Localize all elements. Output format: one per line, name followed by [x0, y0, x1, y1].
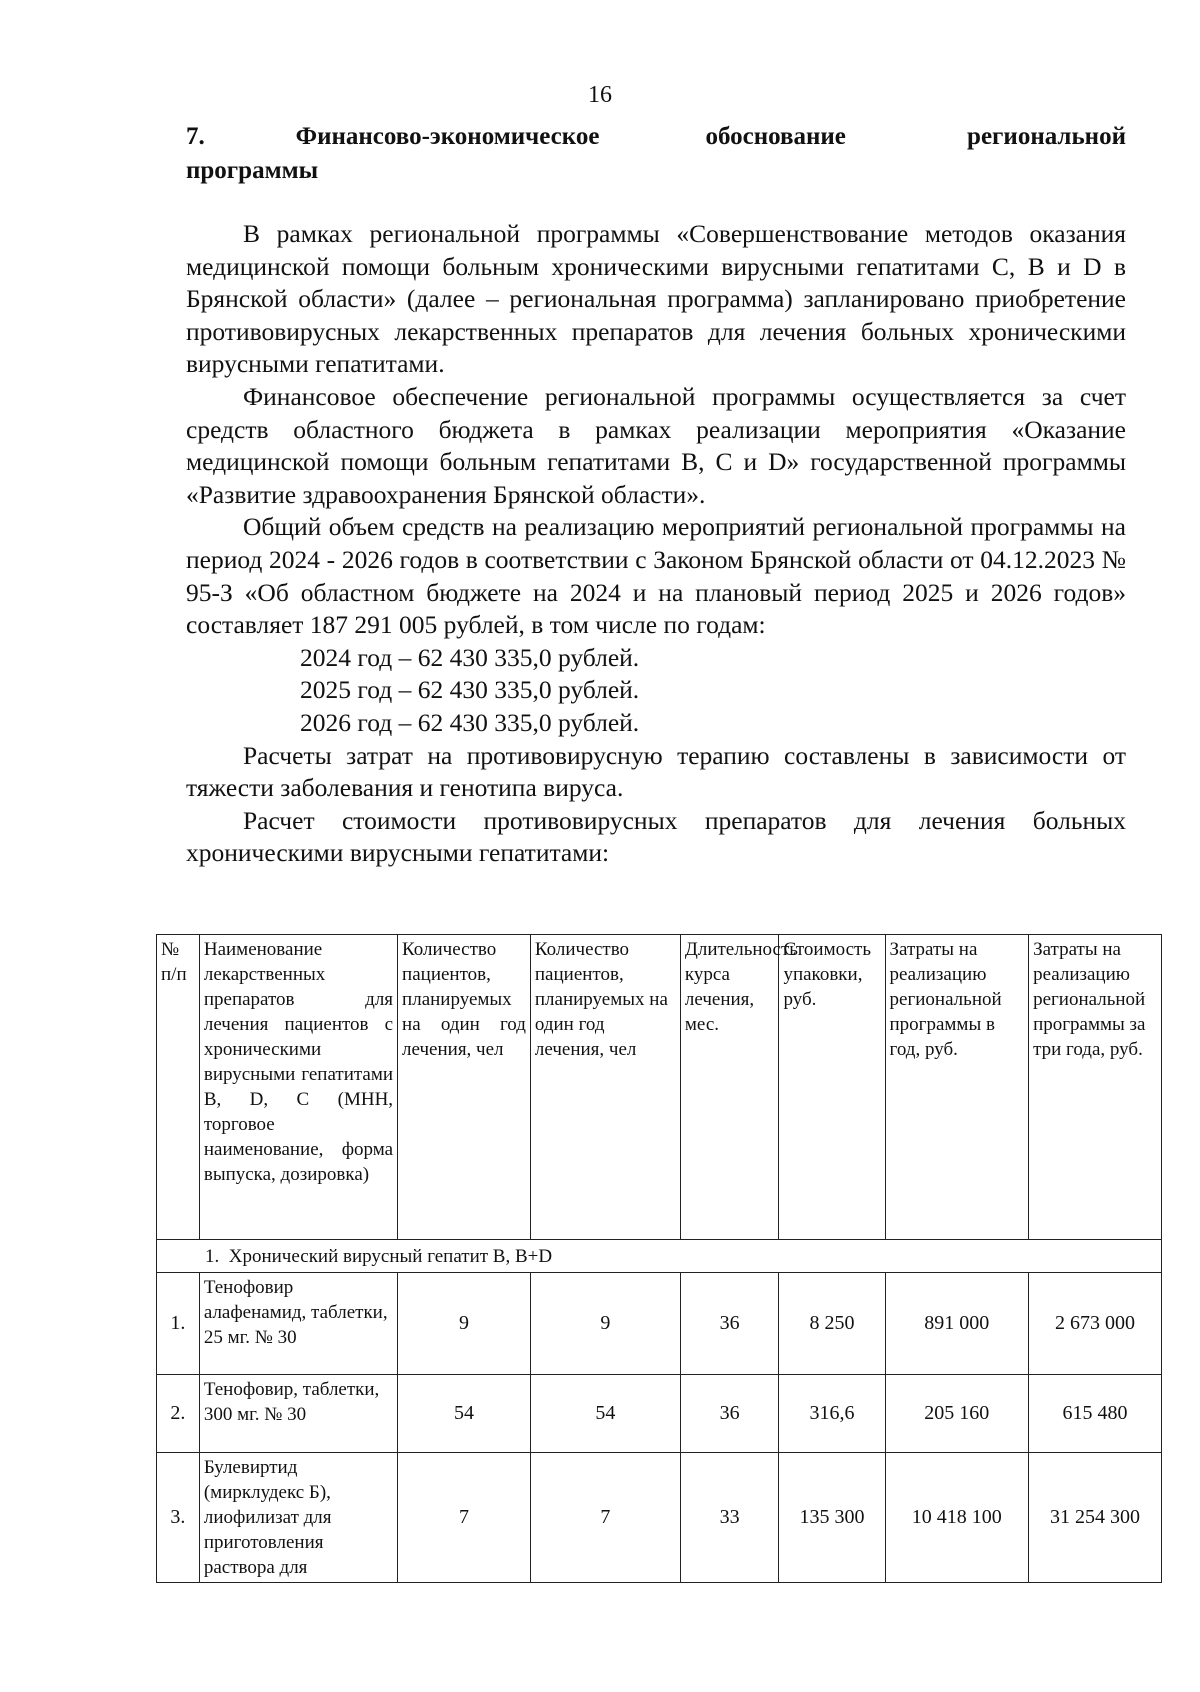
header-cost-year: Затраты на реализацию региональной программы в год, руб. [885, 935, 1029, 1240]
paragraph: Расчеты затрат на противовирусную терапию составлены в зависимости от тяжести заболевания и генотипа вируса. [186, 740, 1126, 803]
paragraph: В рамках региональной программы «Совершенствование методов оказания медицинской помощи больным хроническими вирусными гепатитами С, В и D в Брянской области» (далее – региональная программа) запланировано приобретение противовирусных лекарственных препаратов для лечения больных хроническими вирусными гепатитами. [186, 219, 1126, 379]
row-patients-a: 54 [398, 1375, 531, 1453]
year-budget-line: 2026 год – 62 430 335,0 рублей. [300, 707, 640, 737]
row-patients-b: 7 [530, 1453, 680, 1583]
row-cost-year: 891 000 [885, 1273, 1029, 1375]
header-duration: Длительность курса лечения, мес. [680, 935, 779, 1240]
row-index: 1. [157, 1273, 200, 1375]
row-price: 135 300 [779, 1453, 885, 1583]
row-cost-three-years: 31 254 300 [1029, 1453, 1162, 1583]
body-text [186, 218, 1126, 870]
table-row [157, 1453, 1162, 1583]
section-title: 1. Хронический вирусный гепатит В, В+D [157, 1240, 1162, 1273]
section-heading-continuation: программы [186, 157, 319, 184]
paragraph: Общий объем средств на реализацию мероприятий региональной программы на период 2024 - 2026 годов в соответствии с Законом Брянской области от 04.12.2023 № 95-З «Об областном бюджете на 2024 и на плановый период 2025 и 2026 годов» составляет 187 291 005 рублей, в том числе по годам: [186, 512, 1126, 640]
table-section-row [157, 1240, 1162, 1273]
row-duration: 33 [680, 1453, 779, 1583]
header-patients-a: Количество пациентов, планируемых на один год лечения, чел [398, 935, 531, 1240]
row-patients-a: 7 [398, 1453, 531, 1583]
row-cost-year: 205 160 [885, 1375, 1029, 1453]
row-index: 2. [157, 1375, 200, 1453]
row-drug-name: Булевиртид (мирклудекс Б), лиофилизат для приготовления раствора для [199, 1453, 397, 1583]
row-cost-three-years: 2 673 000 [1029, 1273, 1162, 1375]
header-price: Стоимость упаковки, руб. [779, 935, 885, 1240]
cost-table-container [156, 934, 1162, 1583]
row-price: 316,6 [779, 1375, 885, 1453]
year-budget-line: 2025 год – 62 430 335,0 рублей. [300, 675, 640, 705]
row-cost-year: 10 418 100 [885, 1453, 1029, 1583]
header-index: № п/п [157, 935, 200, 1240]
table-row [157, 1375, 1162, 1453]
year-budget-line: 2024 год – 62 430 335,0 рублей. [300, 642, 640, 672]
row-patients-b: 9 [530, 1273, 680, 1375]
row-drug-name: Тенофовир, таблетки, 300 мг. № 30 [199, 1375, 397, 1453]
row-patients-b: 54 [530, 1375, 680, 1453]
cost-table [156, 934, 1162, 1583]
row-duration: 36 [680, 1273, 779, 1375]
section-heading: 7. Финансово-экономическое обоснование региональной [186, 123, 1126, 150]
table-row [157, 1273, 1162, 1375]
paragraph: Финансовое обеспечение региональной программы осуществляется за счет средств областного бюджета в рамках реализации мероприятия «Оказание медицинской помощи больным гепатитами В, С и D» государственной программы «Развитие здравоохранения Брянской области». [186, 381, 1126, 509]
row-drug-name: Тенофовир алафенамид, таблетки, 25 мг. № 30 [199, 1273, 397, 1375]
row-patients-a: 9 [398, 1273, 531, 1375]
paragraph: Расчет стоимости противовирусных препаратов для лечения больных хроническими вирусными гепатитами: [186, 805, 1126, 868]
row-duration: 36 [680, 1375, 779, 1453]
table-header-row [157, 935, 1162, 1240]
page-number: 16 [588, 82, 612, 108]
row-cost-three-years: 615 480 [1029, 1375, 1162, 1453]
header-cost-three-years: Затраты на реализацию региональной программы за три года, руб. [1029, 935, 1162, 1240]
header-patients-b: Количество пациентов, планируемых на один год лечения, чел [530, 935, 680, 1240]
row-index: 3. [157, 1453, 200, 1583]
header-drug-name: Наименование лекарственных препаратов для лечения пациентов с хроническими вирусными гепатитами В, D, С (МНН, торговое наименование, форма выпуска, дозировка) [199, 935, 397, 1240]
row-price: 8 250 [779, 1273, 885, 1375]
